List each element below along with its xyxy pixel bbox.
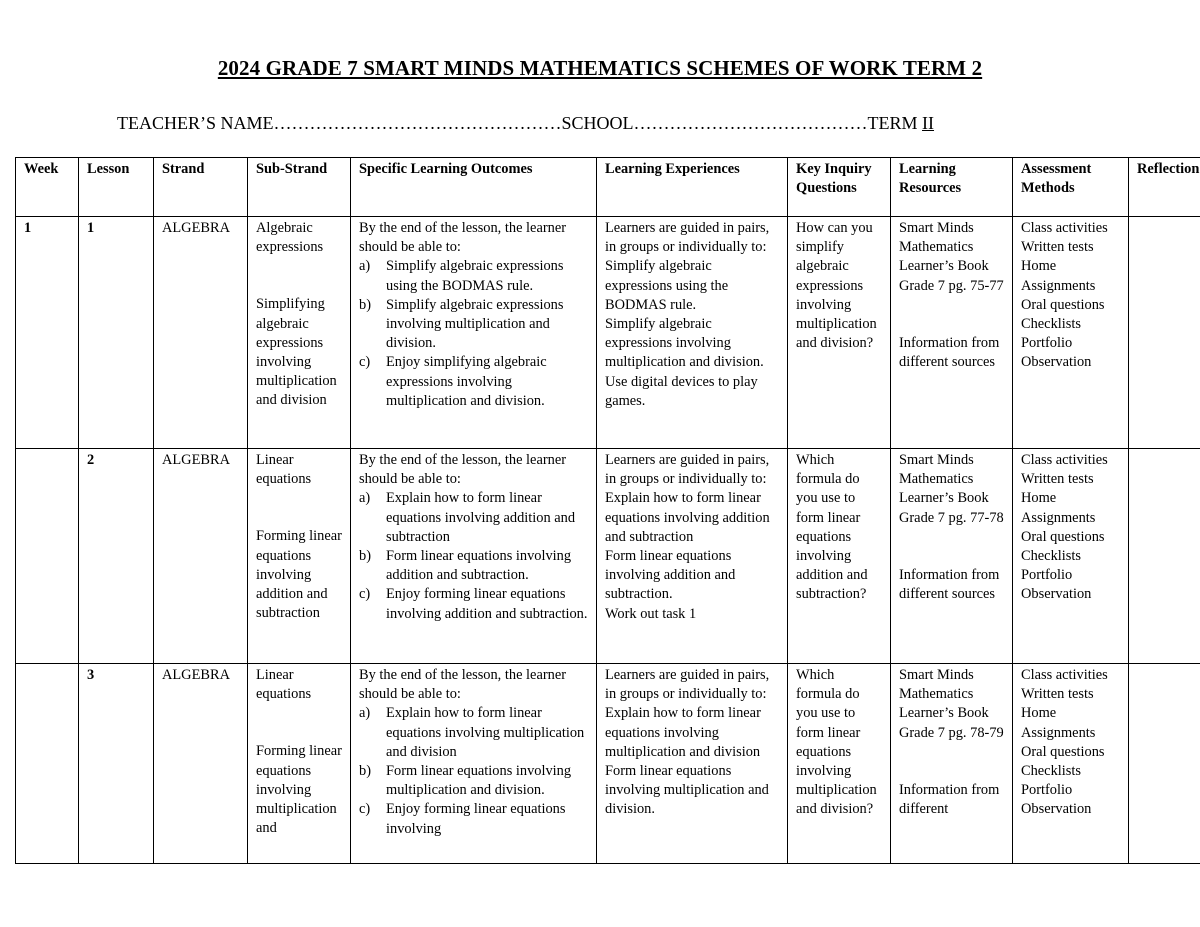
- resource-other: Information from different: [899, 781, 1000, 818]
- outcome-text: Simplify algebraic expressions using the BODMAS rule.: [386, 258, 564, 294]
- lesson-cell: 1: [79, 217, 154, 449]
- assessment-method: Portfolio: [1021, 567, 1073, 584]
- experience-line: Explain how to form linear equations involving addition and subtraction: [605, 490, 770, 545]
- assessment-method: Oral questions: [1021, 528, 1105, 545]
- assessment-method: Oral questions: [1021, 296, 1105, 313]
- lesson-cell: 3: [79, 664, 154, 864]
- resource-other: Information from different sources: [899, 334, 1000, 371]
- resource-book: Smart Minds Mathematics Learner’s Book Grade 7 pg. 75-77: [899, 220, 1004, 294]
- outcome-marker: c): [359, 801, 371, 818]
- assessment-method: Class activities: [1021, 452, 1108, 468]
- column-header: Lesson: [79, 158, 154, 217]
- experience-line: Form linear equations involving multiplication and division.: [605, 763, 769, 818]
- teacher-line-text: TEACHER’S NAME…………………………………………SCHOOL…………………………………TERM: [117, 113, 923, 133]
- resources-cell: [891, 449, 1013, 664]
- assessment-method: Checklists: [1021, 316, 1081, 333]
- assessment-method: Written tests: [1021, 686, 1094, 703]
- reflection-cell: [1129, 449, 1200, 664]
- assessment-method: Portfolio: [1021, 782, 1073, 799]
- column-header: Key Inquiry Questions: [788, 158, 891, 217]
- column-header: Week: [16, 158, 79, 217]
- spacer: [899, 296, 1004, 334]
- outcome-marker: a): [359, 490, 371, 507]
- strand-cell: ALGEBRA: [154, 217, 248, 449]
- outcome-marker: a): [359, 705, 371, 722]
- table-row: [16, 449, 1200, 664]
- outcome-item: [359, 353, 588, 411]
- outcome-item: [359, 296, 588, 354]
- substrand-cell: [248, 449, 351, 664]
- resources-cell: [891, 217, 1013, 449]
- week-cell: 1: [16, 217, 79, 449]
- outcome-text: Enjoy simplifying algebraic expressions involving multiplication and division.: [386, 354, 547, 409]
- column-header: Reflection: [1129, 158, 1200, 217]
- assessment-method: Home Assignments: [1021, 705, 1096, 741]
- document-title: 2024 GRADE 7 SMART MINDS MATHEMATICS SCHEMES OF WORK TERM 2: [217, 56, 983, 80]
- teacher-school-term-line: [117, 113, 934, 134]
- outcome-item: [359, 585, 588, 623]
- outcomes-cell: [351, 217, 597, 449]
- outcome-text: Simplify algebraic expressions involving multiplication and division.: [386, 296, 564, 352]
- substrand-cell: [248, 664, 351, 864]
- outcomes-intro: By the end of the lesson, the learner should be able to:: [359, 452, 566, 488]
- outcome-text: Enjoy forming linear equations involving addition and subtraction.: [386, 586, 588, 622]
- experience-line: Work out task 1: [605, 605, 697, 622]
- assessment-method: Observation: [1021, 586, 1092, 603]
- outcome-marker: b): [359, 296, 371, 313]
- scheme-of-work-table: [15, 157, 1200, 864]
- inquiry-question-cell: Which formula do you use to form linear equations involving addition and subtraction?: [788, 449, 891, 664]
- spacer: [256, 257, 342, 295]
- reflection-cell: [1129, 664, 1200, 864]
- outcome-text: Explain how to form linear equations involving multiplication and division: [386, 705, 585, 760]
- experience-line: Learners are guided in pairs, in groups or individually to:: [605, 667, 770, 703]
- outcome-item: [359, 800, 588, 838]
- outcomes-cell: [351, 449, 597, 664]
- spacer: [256, 489, 342, 527]
- resource-book: Smart Minds Mathematics Learner’s Book Grade 7 pg. 77-78: [899, 452, 1004, 526]
- outcome-item: [359, 489, 588, 547]
- experience-line: Form linear equations involving addition and subtraction.: [605, 548, 736, 603]
- spacer: [899, 743, 1004, 781]
- spacer: [256, 704, 342, 742]
- column-header: Assessment Methods: [1013, 158, 1129, 217]
- substrand-title: Algebraic expressions: [256, 220, 324, 256]
- assessment-method: Class activities: [1021, 667, 1108, 683]
- table-header-row: [16, 158, 1200, 217]
- assessment-cell: [1013, 449, 1129, 664]
- substrand-title: Linear equations: [256, 452, 312, 488]
- assessment-method: Written tests: [1021, 471, 1094, 488]
- experience-line: Learners are guided in pairs, in groups or individually to:: [605, 452, 770, 488]
- inquiry-question-cell: Which formula do you use to form linear equations involving multiplication and division?: [788, 664, 891, 864]
- assessment-method: Home Assignments: [1021, 258, 1096, 294]
- inquiry-question-cell: How can you simplify algebraic expressions involving multiplication and division?: [788, 217, 891, 449]
- spacer: [899, 528, 1004, 566]
- column-header: Specific Learning Outcomes: [351, 158, 597, 217]
- assessment-method: Observation: [1021, 801, 1092, 818]
- outcomes-list: [359, 489, 588, 623]
- substrand-cell: [248, 217, 351, 449]
- column-header: Learning Resources: [891, 158, 1013, 217]
- experience-line: Simplify algebraic expressions involving multiplication and division.: [605, 316, 764, 371]
- experiences-cell: [597, 664, 788, 864]
- experiences-cell: [597, 217, 788, 449]
- assessment-method: Written tests: [1021, 239, 1094, 256]
- resource-other: Information from different sources: [899, 566, 1000, 603]
- outcome-text: Form linear equations involving multiplication and division.: [386, 763, 572, 799]
- substrand-detail: Forming linear equations involving addition and subtraction: [256, 528, 342, 622]
- week-cell: [16, 449, 79, 664]
- assessment-method: Oral questions: [1021, 743, 1105, 760]
- substrand-detail: Forming linear equations involving multiplication and: [256, 743, 342, 837]
- assessment-method: Checklists: [1021, 548, 1081, 565]
- assessment-method: Home Assignments: [1021, 490, 1096, 526]
- week-cell: [16, 664, 79, 864]
- table-row: [16, 664, 1200, 864]
- outcome-item: [359, 547, 588, 585]
- assessment-method: Class activities: [1021, 220, 1108, 236]
- outcome-text: Explain how to form linear equations involving addition and subtraction: [386, 490, 576, 545]
- outcomes-list: [359, 257, 588, 411]
- substrand-title: Linear equations: [256, 667, 312, 703]
- experiences-cell: [597, 449, 788, 664]
- column-header: Strand: [154, 158, 248, 217]
- substrand-detail: Simplifying algebraic expressions involving multiplication and division: [256, 296, 337, 409]
- outcomes-list: [359, 704, 588, 838]
- outcome-marker: c): [359, 354, 371, 371]
- outcome-item: [359, 257, 588, 295]
- outcomes-intro: By the end of the lesson, the learner should be able to:: [359, 667, 566, 703]
- strand-cell: ALGEBRA: [154, 449, 248, 664]
- assessment-cell: [1013, 664, 1129, 864]
- outcome-marker: a): [359, 258, 371, 275]
- outcome-text: Form linear equations involving addition and subtraction.: [386, 548, 572, 584]
- assessment-method: Observation: [1021, 354, 1092, 371]
- outcome-text: Enjoy forming linear equations involving: [386, 801, 566, 837]
- reflection-cell: [1129, 217, 1200, 449]
- column-header: Sub-Strand: [248, 158, 351, 217]
- table-row: [16, 217, 1200, 449]
- outcomes-cell: [351, 664, 597, 864]
- assessment-method: Checklists: [1021, 763, 1081, 780]
- assessment-method: Portfolio: [1021, 335, 1073, 352]
- column-header: Learning Experiences: [597, 158, 788, 217]
- outcome-marker: b): [359, 763, 371, 780]
- term-value: II: [922, 113, 935, 133]
- assessment-cell: [1013, 217, 1129, 449]
- lesson-cell: 2: [79, 449, 154, 664]
- outcome-item: [359, 704, 588, 762]
- experience-line: Use digital devices to play games.: [605, 373, 758, 409]
- resource-book: Smart Minds Mathematics Learner’s Book Grade 7 pg. 78-79: [899, 667, 1004, 741]
- resources-cell: [891, 664, 1013, 864]
- strand-cell: ALGEBRA: [154, 664, 248, 864]
- outcome-marker: b): [359, 548, 371, 565]
- experience-line: Explain how to form linear equations involving multiplication and division: [605, 705, 761, 760]
- experience-line: Simplify algebraic expressions using the BODMAS rule.: [605, 258, 729, 313]
- experience-line: Learners are guided in pairs, in groups or individually to:: [605, 220, 770, 256]
- outcomes-intro: By the end of the lesson, the learner should be able to:: [359, 220, 566, 256]
- outcome-item: [359, 762, 588, 800]
- outcome-marker: c): [359, 586, 371, 603]
